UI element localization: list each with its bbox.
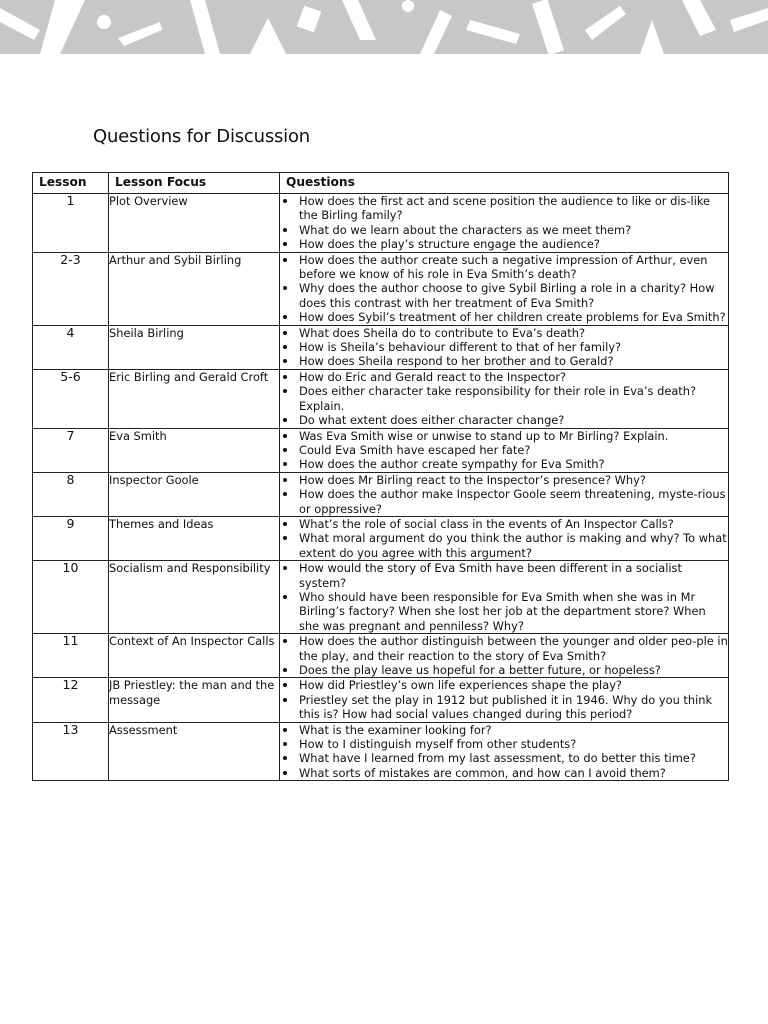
- question-list: [280, 253, 728, 325]
- questions-cell: [280, 561, 729, 634]
- questions-cell: [280, 722, 729, 781]
- question-item: How does the author create sympathy for Eva Smith?: [280, 457, 728, 471]
- discussion-questions-table: [32, 172, 729, 781]
- lesson-number: 1: [33, 194, 109, 253]
- lesson-focus: Plot Overview: [109, 194, 280, 253]
- question-list: [280, 473, 728, 516]
- questions-cell: [280, 678, 729, 722]
- table-body: [33, 194, 729, 781]
- question-item: What sorts of mistakes are common, and how can I avoid them?: [280, 766, 728, 780]
- question-list: [280, 723, 728, 781]
- table-row: [33, 325, 729, 369]
- question-item: Does the play leave us hopeful for a better future, or hopeless?: [280, 663, 728, 677]
- question-item: How does the author distinguish between the younger and older peo-ple in the play, and their reaction to the story of Eva Smith?: [280, 634, 728, 663]
- decorative-banner: [0, 0, 768, 54]
- lesson-focus: Eric Birling and Gerald Croft: [109, 369, 280, 428]
- questions-cell: [280, 369, 729, 428]
- table-row: [33, 194, 729, 253]
- table-row: [33, 516, 729, 560]
- question-list: [280, 370, 728, 428]
- question-item: How does the play’s structure engage the audience?: [280, 237, 728, 251]
- page-title: Questions for Discussion: [93, 126, 311, 147]
- question-item: How does the author create such a negative impression of Arthur, even before we know of his role in Eva Smith’s death?: [280, 253, 728, 282]
- question-item: How did Priestley’s own life experiences shape the play?: [280, 678, 728, 692]
- lesson-focus: Arthur and Sybil Birling: [109, 252, 280, 325]
- question-item: How does the author make Inspector Goole seem threatening, myste-rious or oppressive?: [280, 487, 728, 516]
- table-header-row: [33, 173, 729, 194]
- question-item: How does Sybil’s treatment of her children create problems for Eva Smith?: [280, 310, 728, 324]
- questions-cell: [280, 325, 729, 369]
- question-item: How to I distinguish myself from other students?: [280, 737, 728, 751]
- lesson-number: 13: [33, 722, 109, 781]
- question-item: Who should have been responsible for Eva Smith when she was in Mr Birling’s factory? When she lost her job at the department store? When she was pregnant and penniless? Why?: [280, 590, 728, 633]
- lesson-number: 2-3: [33, 252, 109, 325]
- lesson-focus: Eva Smith: [109, 428, 280, 472]
- question-list: [280, 678, 728, 721]
- question-item: What’s the role of social class in the events of An Inspector Calls?: [280, 517, 728, 531]
- question-list: [280, 561, 728, 633]
- questions-cell: [280, 194, 729, 253]
- table-row: [33, 472, 729, 516]
- lesson-focus: Inspector Goole: [109, 472, 280, 516]
- questions-cell: [280, 252, 729, 325]
- column-header-lesson: Lesson: [33, 173, 109, 194]
- question-list: [280, 634, 728, 677]
- table-row: [33, 678, 729, 722]
- lesson-focus: Assessment: [109, 722, 280, 781]
- table-row: [33, 722, 729, 781]
- lesson-number: 7: [33, 428, 109, 472]
- lesson-focus: Socialism and Responsibility: [109, 561, 280, 634]
- column-header-lesson-focus: Lesson Focus: [109, 173, 280, 194]
- question-item: Priestley set the play in 1912 but published it in 1946. Why do you think this is? How had social values changed during this period?: [280, 693, 728, 722]
- questions-cell: [280, 472, 729, 516]
- question-list: [280, 517, 728, 560]
- column-header-questions: Questions: [280, 173, 729, 194]
- question-item: What have I learned from my last assessment, to do better this time?: [280, 751, 728, 765]
- question-item: How does Mr Birling react to the Inspector’s presence? Why?: [280, 473, 728, 487]
- question-item: What do we learn about the characters as we meet them?: [280, 223, 728, 237]
- lesson-number: 9: [33, 516, 109, 560]
- question-item: Do what extent does either character change?: [280, 413, 728, 427]
- lesson-number: 10: [33, 561, 109, 634]
- table-row: [33, 428, 729, 472]
- lesson-focus: Themes and Ideas: [109, 516, 280, 560]
- question-item: Was Eva Smith wise or unwise to stand up to Mr Birling? Explain.: [280, 429, 728, 443]
- question-item: What moral argument do you think the author is making and why? To what extent do you agree with this argument?: [280, 531, 728, 560]
- question-list: [280, 429, 728, 472]
- question-item: Does either character take responsibility for their role in Eva’s death? Explain.: [280, 384, 728, 413]
- table-row: [33, 252, 729, 325]
- question-item: How does Sheila respond to her brother and to Gerald?: [280, 354, 728, 368]
- table-row: [33, 561, 729, 634]
- question-list: [280, 326, 728, 369]
- lesson-number: 11: [33, 634, 109, 678]
- question-list: [280, 194, 728, 252]
- lesson-number: 8: [33, 472, 109, 516]
- table-row: [33, 369, 729, 428]
- question-item: Why does the author choose to give Sybil Birling a role in a charity? How does this contrast with her treatment of Eva Smith?: [280, 281, 728, 310]
- lesson-focus: Context of An Inspector Calls: [109, 634, 280, 678]
- lesson-focus: Sheila Birling: [109, 325, 280, 369]
- question-item: How would the story of Eva Smith have been different in a socialist system?: [280, 561, 728, 590]
- confetti-pattern-icon: [0, 0, 768, 54]
- question-item: How is Sheila’s behaviour different to that of her family?: [280, 340, 728, 354]
- lesson-number: 5-6: [33, 369, 109, 428]
- questions-cell: [280, 634, 729, 678]
- lesson-number: 4: [33, 325, 109, 369]
- questions-cell: [280, 516, 729, 560]
- question-item: How do Eric and Gerald react to the Inspector?: [280, 370, 728, 384]
- questions-cell: [280, 428, 729, 472]
- lesson-focus: JB Priestley: the man and the message: [109, 678, 280, 722]
- question-item: Could Eva Smith have escaped her fate?: [280, 443, 728, 457]
- question-item: How does the first act and scene position the audience to like or dis-like the Birling family?: [280, 194, 728, 223]
- table-row: [33, 634, 729, 678]
- lesson-number: 12: [33, 678, 109, 722]
- question-item: What is the examiner looking for?: [280, 723, 728, 737]
- question-item: What does Sheila do to contribute to Eva’s death?: [280, 326, 728, 340]
